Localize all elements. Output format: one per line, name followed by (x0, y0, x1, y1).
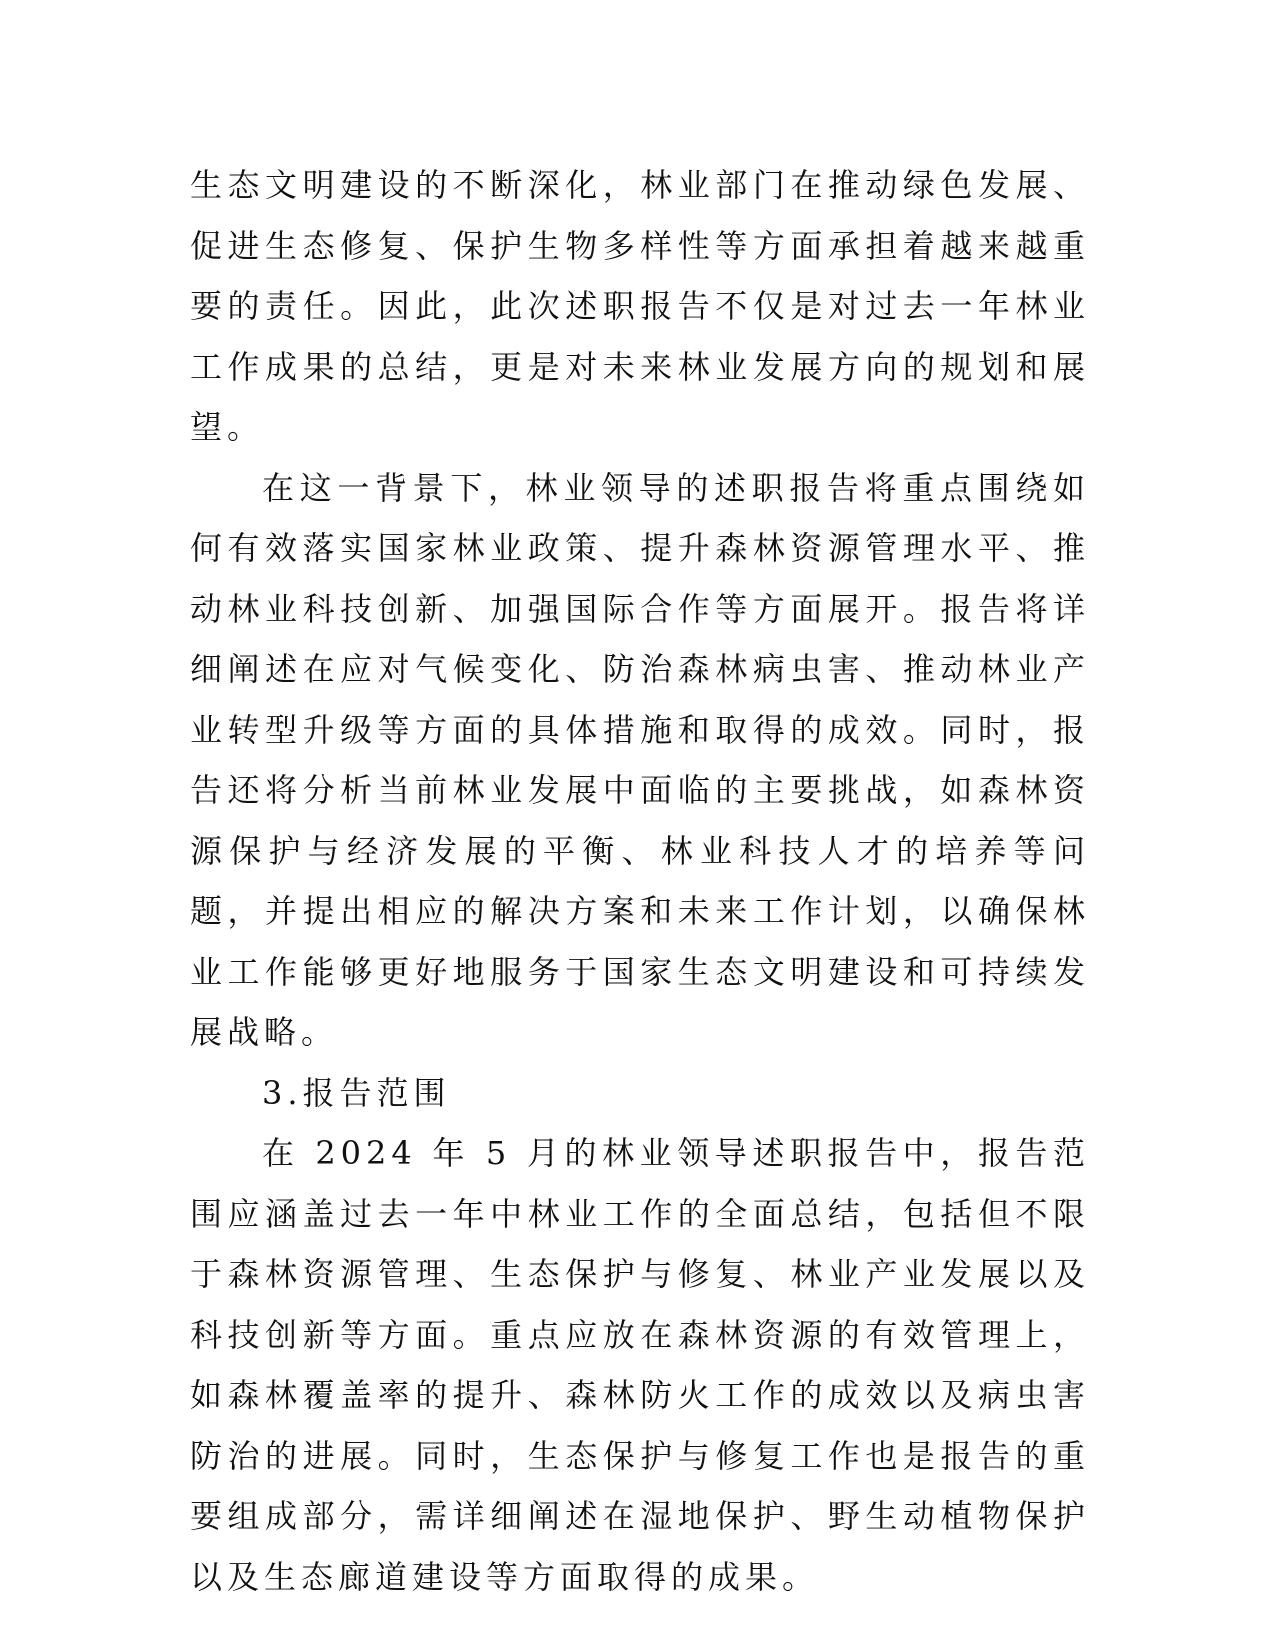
continuation-paragraph: 生态文明建设的不断深化，林业部门在推动绿色发展、促进生态修复、保护生物多样性等方面承担着越来越重要的责任。因此，此次述职报告不仅是对过去一年林业工作成果的总结，更是对未来林业发展方向的规划和展望。 (190, 166, 1090, 446)
section-heading-report-scope: 3.报告范围 (262, 1073, 451, 1112)
report-scope-paragraph: 在 2024 年 5 月的林业领导述职报告中，报告范围应涵盖过去一年中林业工作的全面总结，包括但不限于森林资源管理、生态保护与修复、林业产业发展以及科技创新等方面。重点应放在森林资源的有效管理上，如森林覆盖率的提升、森林防火工作的成效以及病虫害防治的进展。同时，生态保护与修复工作也是报告的重要组成部分，需详细阐述在湿地保护、野生动植物保护以及生态廊道建设等方面取得的成果。 (190, 1134, 1090, 1596)
document-body (190, 155, 1090, 1607)
background-paragraph: 在这一背景下，林业领导的述职报告将重点围绕如何有效落实国家林业政策、提升森林资源管理水平、推动林业科技创新、加强国际合作等方面展开。报告将详细阐述在应对气候变化、防治森林病虫害、推动林业产业转型升级等方面的具体措施和取得的成效。同时，报告还将分析当前林业发展中面临的主要挑战，如森林资源保护与经济发展的平衡、林业科技人才的培养等问题，并提出相应的解决方案和未来工作计划，以确保林业工作能够更好地服务于国家生态文明建设和可持续发展战略。 (190, 468, 1090, 1051)
